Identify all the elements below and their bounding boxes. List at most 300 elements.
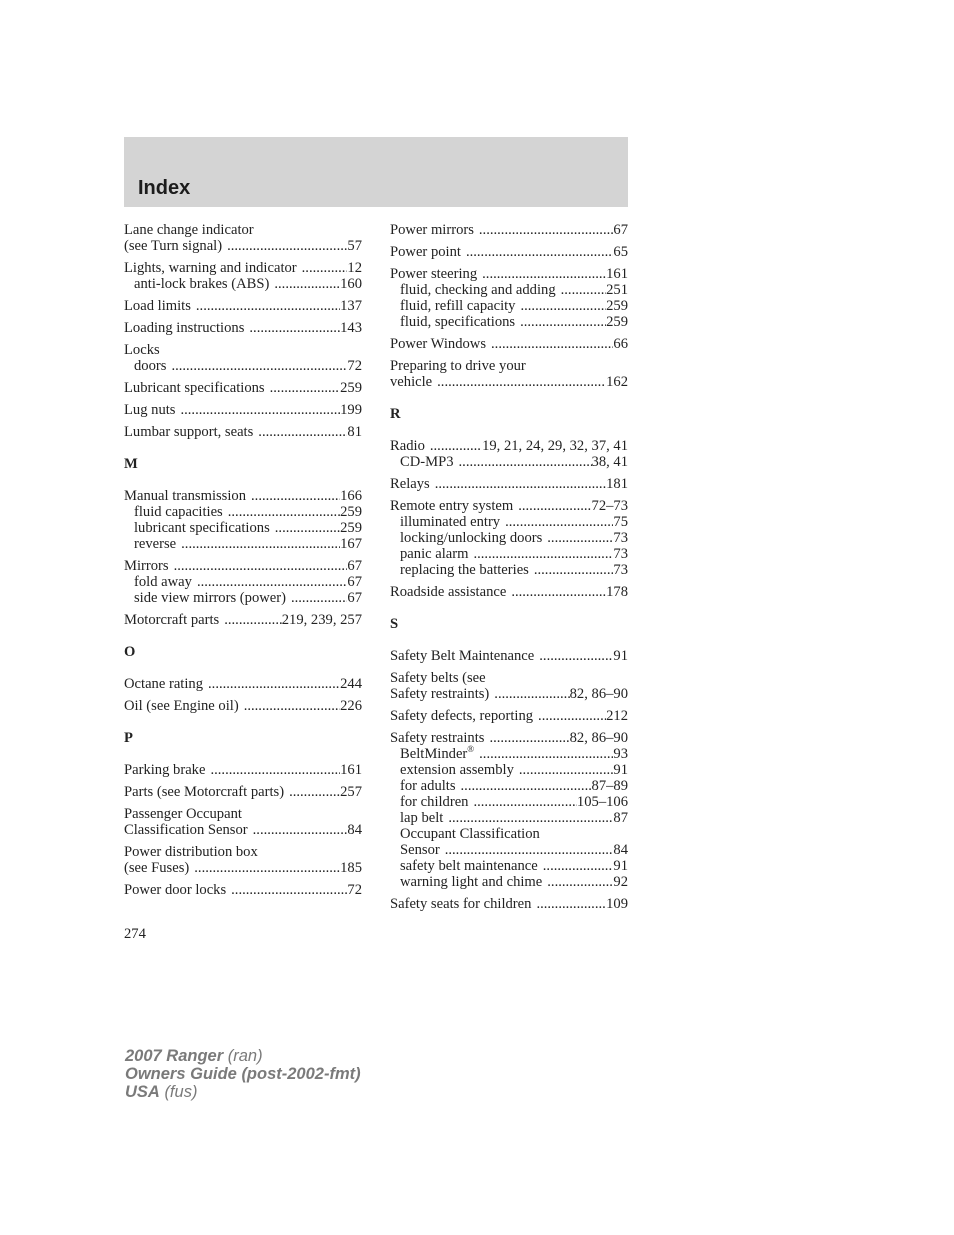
index-entry-line <box>124 488 362 504</box>
index-entry <box>124 612 362 628</box>
entry-label-text: Power door locks <box>124 882 227 898</box>
dot-leader <box>228 504 340 520</box>
index-entry <box>124 380 362 396</box>
entry-label-text: Roadside assistance <box>390 584 507 600</box>
index-subentry-line <box>124 590 362 606</box>
entry-label-text: Power mirrors <box>390 222 474 238</box>
section-letter: M <box>124 456 138 472</box>
dot-leader <box>180 402 340 418</box>
entry-label-text: Power point <box>390 244 461 260</box>
entry-label <box>124 882 226 898</box>
index-entry <box>390 648 628 664</box>
entry-label-text: side view mirrors (power) <box>134 590 286 606</box>
entry-label <box>390 708 533 724</box>
entry-label-text: Mirrors <box>124 558 169 574</box>
entry-label-text: Lane change indicator <box>124 222 254 238</box>
index-entry <box>124 882 362 898</box>
page-reference: 162 <box>606 374 628 390</box>
index-entry-line <box>390 244 628 260</box>
index-subentry-line <box>124 520 362 536</box>
dot-leader <box>536 896 606 912</box>
entry-label <box>124 298 191 314</box>
entry-label-text: fluid capacities <box>134 504 223 520</box>
page-reference: 67 <box>347 574 362 590</box>
page-reference: 38, 41 <box>591 454 628 470</box>
dot-leader <box>208 676 340 692</box>
entry-label-text: doors <box>134 358 167 374</box>
dot-leader <box>489 730 569 746</box>
page-reference: 67 <box>613 222 628 238</box>
index-entry-line <box>390 358 628 374</box>
entry-label-text: Safety restraints <box>390 730 485 746</box>
dot-leader <box>466 244 613 260</box>
dot-leader <box>251 488 340 504</box>
entry-label-text: Safety defects, reporting <box>390 708 534 724</box>
dot-leader <box>270 380 340 396</box>
entry-label-text: Power steering <box>390 266 478 282</box>
entry-label <box>400 298 515 314</box>
page-reference: 73 <box>613 546 628 562</box>
page-reference: 82, 86–90 <box>569 730 628 746</box>
dot-leader <box>547 874 613 890</box>
index-entry <box>124 402 362 418</box>
index-entry <box>390 670 628 702</box>
index-subentry-line <box>390 826 628 842</box>
page-reference: 73 <box>613 530 628 546</box>
index-subentry-line <box>390 282 628 298</box>
page-reference: 84 <box>613 842 628 858</box>
entry-label <box>134 574 192 590</box>
index-header-bar <box>124 137 628 207</box>
page-reference: 166 <box>340 488 362 504</box>
page-reference: 72 <box>347 358 362 374</box>
index-entry <box>124 762 362 778</box>
entry-label <box>390 648 534 664</box>
index-subentry-line <box>390 530 628 546</box>
section-letter: P <box>124 730 133 746</box>
dot-leader <box>491 336 613 352</box>
page-reference: 92 <box>613 874 628 890</box>
index-entry-line <box>390 708 628 724</box>
section-letter: O <box>124 644 136 660</box>
page-reference: 65 <box>613 244 628 260</box>
index-entry-line <box>390 896 628 912</box>
entry-label <box>400 514 500 530</box>
entry-label-text: for children <box>400 794 469 810</box>
dot-leader <box>538 708 606 724</box>
entry-label-text: Safety belts (see <box>390 670 486 686</box>
dot-leader <box>274 276 340 292</box>
page-reference: 109 <box>606 896 628 912</box>
entry-label <box>134 536 176 552</box>
index-entry <box>390 222 628 238</box>
index-entry <box>124 424 362 440</box>
page-reference: 66 <box>613 336 628 352</box>
index-entry <box>390 896 628 912</box>
entry-label <box>390 896 531 912</box>
document-footer <box>125 1047 361 1101</box>
index-entry <box>124 844 362 876</box>
entry-label <box>124 822 248 838</box>
entry-label <box>124 402 175 418</box>
index-entry-line <box>390 730 628 746</box>
entry-label <box>134 520 270 536</box>
index-entry-line <box>124 612 362 628</box>
dot-leader <box>171 358 347 374</box>
entry-label <box>390 358 526 374</box>
entry-label-text: replacing the batteries <box>400 562 529 578</box>
index-entry-line <box>124 860 362 876</box>
index-entry-line <box>390 476 628 492</box>
entry-label-text: Parts (see Motorcraft parts) <box>124 784 285 800</box>
entry-label <box>124 238 222 254</box>
entry-label <box>124 222 254 238</box>
dot-leader <box>520 298 606 314</box>
index-entry <box>390 584 628 600</box>
entry-label-text: lubricant specifications <box>134 520 270 536</box>
dot-leader <box>194 860 340 876</box>
dot-leader <box>437 374 606 390</box>
page-reference: 75 <box>613 514 628 530</box>
page-number: 274 <box>124 926 146 942</box>
index-entry-line <box>124 380 362 396</box>
index-entry-line <box>124 298 362 314</box>
index-subentry-line <box>124 504 362 520</box>
page-reference: 87–89 <box>591 778 628 794</box>
entry-label <box>400 314 515 330</box>
index-entry <box>124 806 362 838</box>
page-reference: 226 <box>340 698 362 714</box>
page-reference: 19, 21, 24, 29, 32, 37, 41 <box>482 438 628 454</box>
index-subentry-line <box>390 794 628 810</box>
index-entry <box>124 676 362 692</box>
entry-label <box>124 424 253 440</box>
entry-label-text: Lug nuts <box>124 402 176 418</box>
entry-label-text: Octane rating <box>124 676 204 692</box>
entry-label <box>400 874 542 890</box>
index-entry-line <box>124 806 362 822</box>
entry-label-text: extension assembly <box>400 762 514 778</box>
index-entry-line <box>124 222 362 238</box>
entry-label <box>124 558 169 574</box>
page-reference: 12 <box>347 260 362 276</box>
entry-label <box>124 806 242 822</box>
index-entry-line <box>124 342 362 358</box>
page-reference: 259 <box>340 504 362 520</box>
dot-leader <box>520 314 606 330</box>
page-reference: 259 <box>606 314 628 330</box>
entry-label-text: Lubricant specifications <box>124 380 265 396</box>
index-entry <box>390 336 628 352</box>
dot-leader <box>197 574 347 590</box>
index-column-left <box>124 222 362 904</box>
entry-label <box>390 584 506 600</box>
entry-label-text: Safety Belt Maintenance <box>390 648 535 664</box>
entry-label <box>134 504 223 520</box>
index-entry-line <box>390 222 628 238</box>
entry-label <box>390 374 432 390</box>
page-reference: 167 <box>340 536 362 552</box>
entry-label-text: fluid, checking and adding <box>400 282 556 298</box>
index-subentry-line <box>390 746 628 762</box>
entry-label <box>400 778 456 794</box>
dot-leader <box>448 810 613 826</box>
index-entry-line <box>390 336 628 352</box>
dot-leader <box>445 842 614 858</box>
dot-leader <box>494 686 569 702</box>
entry-label-text: for adults <box>400 778 456 794</box>
dot-leader <box>561 282 606 298</box>
index-entry-line <box>390 670 628 686</box>
dot-leader <box>227 238 347 254</box>
entry-label <box>124 260 297 276</box>
index-subentry-line <box>124 536 362 552</box>
entry-label <box>390 686 489 702</box>
entry-label-text: Sensor <box>400 842 440 858</box>
entry-label <box>124 488 246 504</box>
dot-leader <box>519 762 614 778</box>
index-subentry-line <box>390 546 628 562</box>
dot-leader <box>302 260 348 276</box>
index-entry <box>124 298 362 314</box>
entry-label-text: panic alarm <box>400 546 469 562</box>
index-entry-line <box>390 498 628 514</box>
entry-label-text: Loading instructions <box>124 320 245 336</box>
entry-label-text: Parking brake <box>124 762 206 778</box>
entry-label-text: fold away <box>134 574 192 590</box>
index-subentry-line <box>390 810 628 826</box>
dot-leader <box>511 584 606 600</box>
dot-leader <box>275 520 340 536</box>
entry-label-text: vehicle <box>390 374 433 390</box>
entry-label <box>400 762 514 778</box>
entry-label <box>134 358 166 374</box>
index-subentry-line <box>390 842 628 858</box>
entry-label <box>124 784 284 800</box>
entry-label-text: (see Fuses) <box>124 860 190 876</box>
index-entry-line <box>390 266 628 282</box>
entry-label-text: Classification Sensor <box>124 822 248 838</box>
entry-label <box>124 860 189 876</box>
entry-label <box>390 670 486 686</box>
entry-label-text: BeltMinder <box>400 746 468 762</box>
index-subentry-line <box>390 778 628 794</box>
index-entry-line <box>390 438 628 454</box>
page-reference: 181 <box>606 476 628 492</box>
dot-leader <box>473 794 576 810</box>
index-subentry-line <box>390 762 628 778</box>
page-reference: 67 <box>347 558 362 574</box>
entry-label-text: Oil (see Engine oil) <box>124 698 239 714</box>
index-entry <box>390 730 628 890</box>
entry-label <box>390 498 513 514</box>
page-reference: 105–106 <box>576 794 628 810</box>
entry-label-text: Safety seats for children <box>390 896 532 912</box>
index-entry <box>124 784 362 800</box>
index-entry <box>390 438 628 470</box>
index-subentry-line <box>390 562 628 578</box>
entry-label-text: fluid, specifications <box>400 314 516 330</box>
entry-label-text: Lights, warning and indicator <box>124 260 297 276</box>
entry-label <box>124 676 203 692</box>
index-entry <box>390 708 628 724</box>
index-entry <box>124 320 362 336</box>
entry-label-text: safety belt maintenance <box>400 858 538 874</box>
index-subentry-line <box>390 858 628 874</box>
page-reference: 91 <box>613 858 628 874</box>
entry-label-text: fluid, refill capacity <box>400 298 516 314</box>
index-entry <box>124 488 362 552</box>
page-reference: 178 <box>606 584 628 600</box>
dot-leader <box>461 778 592 794</box>
index-entry-line <box>124 676 362 692</box>
index-entry-line <box>124 320 362 336</box>
entry-label-text: anti-lock brakes (ABS) <box>134 276 270 292</box>
index-entry-line <box>124 238 362 254</box>
page-reference: 57 <box>347 238 362 254</box>
page-reference: 93 <box>613 746 628 762</box>
page-reference: 185 <box>340 860 362 876</box>
dot-leader <box>289 784 340 800</box>
dot-leader <box>473 546 613 562</box>
index-entry <box>390 476 628 492</box>
entry-label <box>390 222 474 238</box>
index-entry-line <box>124 698 362 714</box>
entry-label <box>400 454 454 470</box>
page-reference: 137 <box>340 298 362 314</box>
dot-leader <box>430 438 482 454</box>
entry-label-text: Remote entry system <box>390 498 514 514</box>
index-entry <box>124 222 362 254</box>
entry-label <box>390 244 461 260</box>
entry-label <box>134 590 286 606</box>
entry-label <box>390 266 477 282</box>
entry-label-text: (see Turn signal) <box>124 238 223 254</box>
entry-label <box>134 276 269 292</box>
footer-guide: Owners Guide (post-2002-fmt) <box>125 1065 361 1083</box>
entry-label <box>400 794 468 810</box>
dot-leader <box>244 698 340 714</box>
index-entry <box>124 558 362 606</box>
index-column-right <box>390 222 628 918</box>
index-entry <box>390 244 628 260</box>
dot-leader <box>482 266 606 282</box>
page-reference: 161 <box>606 266 628 282</box>
index-subentry-line <box>124 574 362 590</box>
page-reference: 143 <box>340 320 362 336</box>
index-entry-line <box>124 844 362 860</box>
entry-label <box>390 336 486 352</box>
entry-label <box>390 476 430 492</box>
entry-label <box>124 612 219 628</box>
page-reference: 160 <box>340 276 362 292</box>
entry-label <box>400 562 529 578</box>
dot-leader <box>435 476 606 492</box>
index-entry-line <box>124 402 362 418</box>
index-entry-line <box>390 374 628 390</box>
page-reference: 161 <box>340 762 362 778</box>
page-reference: 72–73 <box>591 498 628 514</box>
section-letter: R <box>390 406 401 422</box>
entry-label-text: Passenger Occupant <box>124 806 242 822</box>
footer-market-code: (fus) <box>164 1083 198 1101</box>
index-entry <box>390 266 628 330</box>
entry-label-text: Radio <box>390 438 425 454</box>
entry-label-text: reverse <box>134 536 177 552</box>
index-entry-line <box>124 762 362 778</box>
dot-leader <box>174 558 348 574</box>
dot-leader <box>459 454 592 470</box>
page-reference: 73 <box>613 562 628 578</box>
index-entry <box>390 498 628 578</box>
page-title: Index <box>138 177 191 199</box>
index-subentry-line <box>390 514 628 530</box>
entry-label <box>124 342 160 358</box>
dot-leader <box>196 298 340 314</box>
page-reference: 91 <box>613 762 628 778</box>
page-reference: 219, 239, 257 <box>281 612 362 628</box>
entry-label <box>400 546 468 562</box>
entry-label <box>124 698 239 714</box>
index-entry <box>390 358 628 390</box>
index-entry-line <box>124 882 362 898</box>
footer-market: USA <box>125 1083 160 1101</box>
entry-label-text: Load limits <box>124 298 191 314</box>
dot-leader <box>249 320 340 336</box>
index-entry <box>124 698 362 714</box>
entry-label-text: Manual transmission <box>124 488 247 504</box>
entry-label <box>400 858 538 874</box>
dot-leader <box>534 562 614 578</box>
dot-leader <box>518 498 591 514</box>
entry-label-text: Occupant Classification <box>400 826 540 842</box>
index-entry-line <box>390 584 628 600</box>
entry-label <box>124 380 265 396</box>
index-entry <box>124 342 362 374</box>
page-reference: 244 <box>340 676 362 692</box>
entry-label-text: warning light and chime <box>400 874 543 890</box>
entry-label-text: lap belt <box>400 810 444 826</box>
page-reference: 91 <box>613 648 628 664</box>
page-reference: 259 <box>606 298 628 314</box>
page-reference: 259 <box>340 380 362 396</box>
dot-leader <box>291 590 347 606</box>
index-entry-line <box>124 822 362 838</box>
page-reference: 67 <box>347 590 362 606</box>
index-entry-line <box>124 558 362 574</box>
entry-label <box>124 762 205 778</box>
footer-model-code: (ran) <box>227 1047 263 1065</box>
page-reference: 84 <box>347 822 362 838</box>
index-entry-line <box>390 686 628 702</box>
registered-mark: ® <box>467 744 475 755</box>
page-reference: 87 <box>613 810 628 826</box>
index-entry-line <box>390 648 628 664</box>
entry-label <box>400 810 443 826</box>
index-subentry-line <box>390 874 628 890</box>
index-entry-line <box>124 424 362 440</box>
entry-label-text: Safety restraints) <box>390 686 490 702</box>
dot-leader <box>258 424 347 440</box>
section-letter: S <box>390 616 399 632</box>
entry-label <box>400 826 540 842</box>
entry-label-text: Power Windows <box>390 336 487 352</box>
entry-label <box>390 438 425 454</box>
index-subentry-line <box>390 298 628 314</box>
footer-model: 2007 Ranger <box>125 1047 224 1065</box>
entry-label-text: Power distribution box <box>124 844 258 860</box>
dot-leader <box>539 648 613 664</box>
